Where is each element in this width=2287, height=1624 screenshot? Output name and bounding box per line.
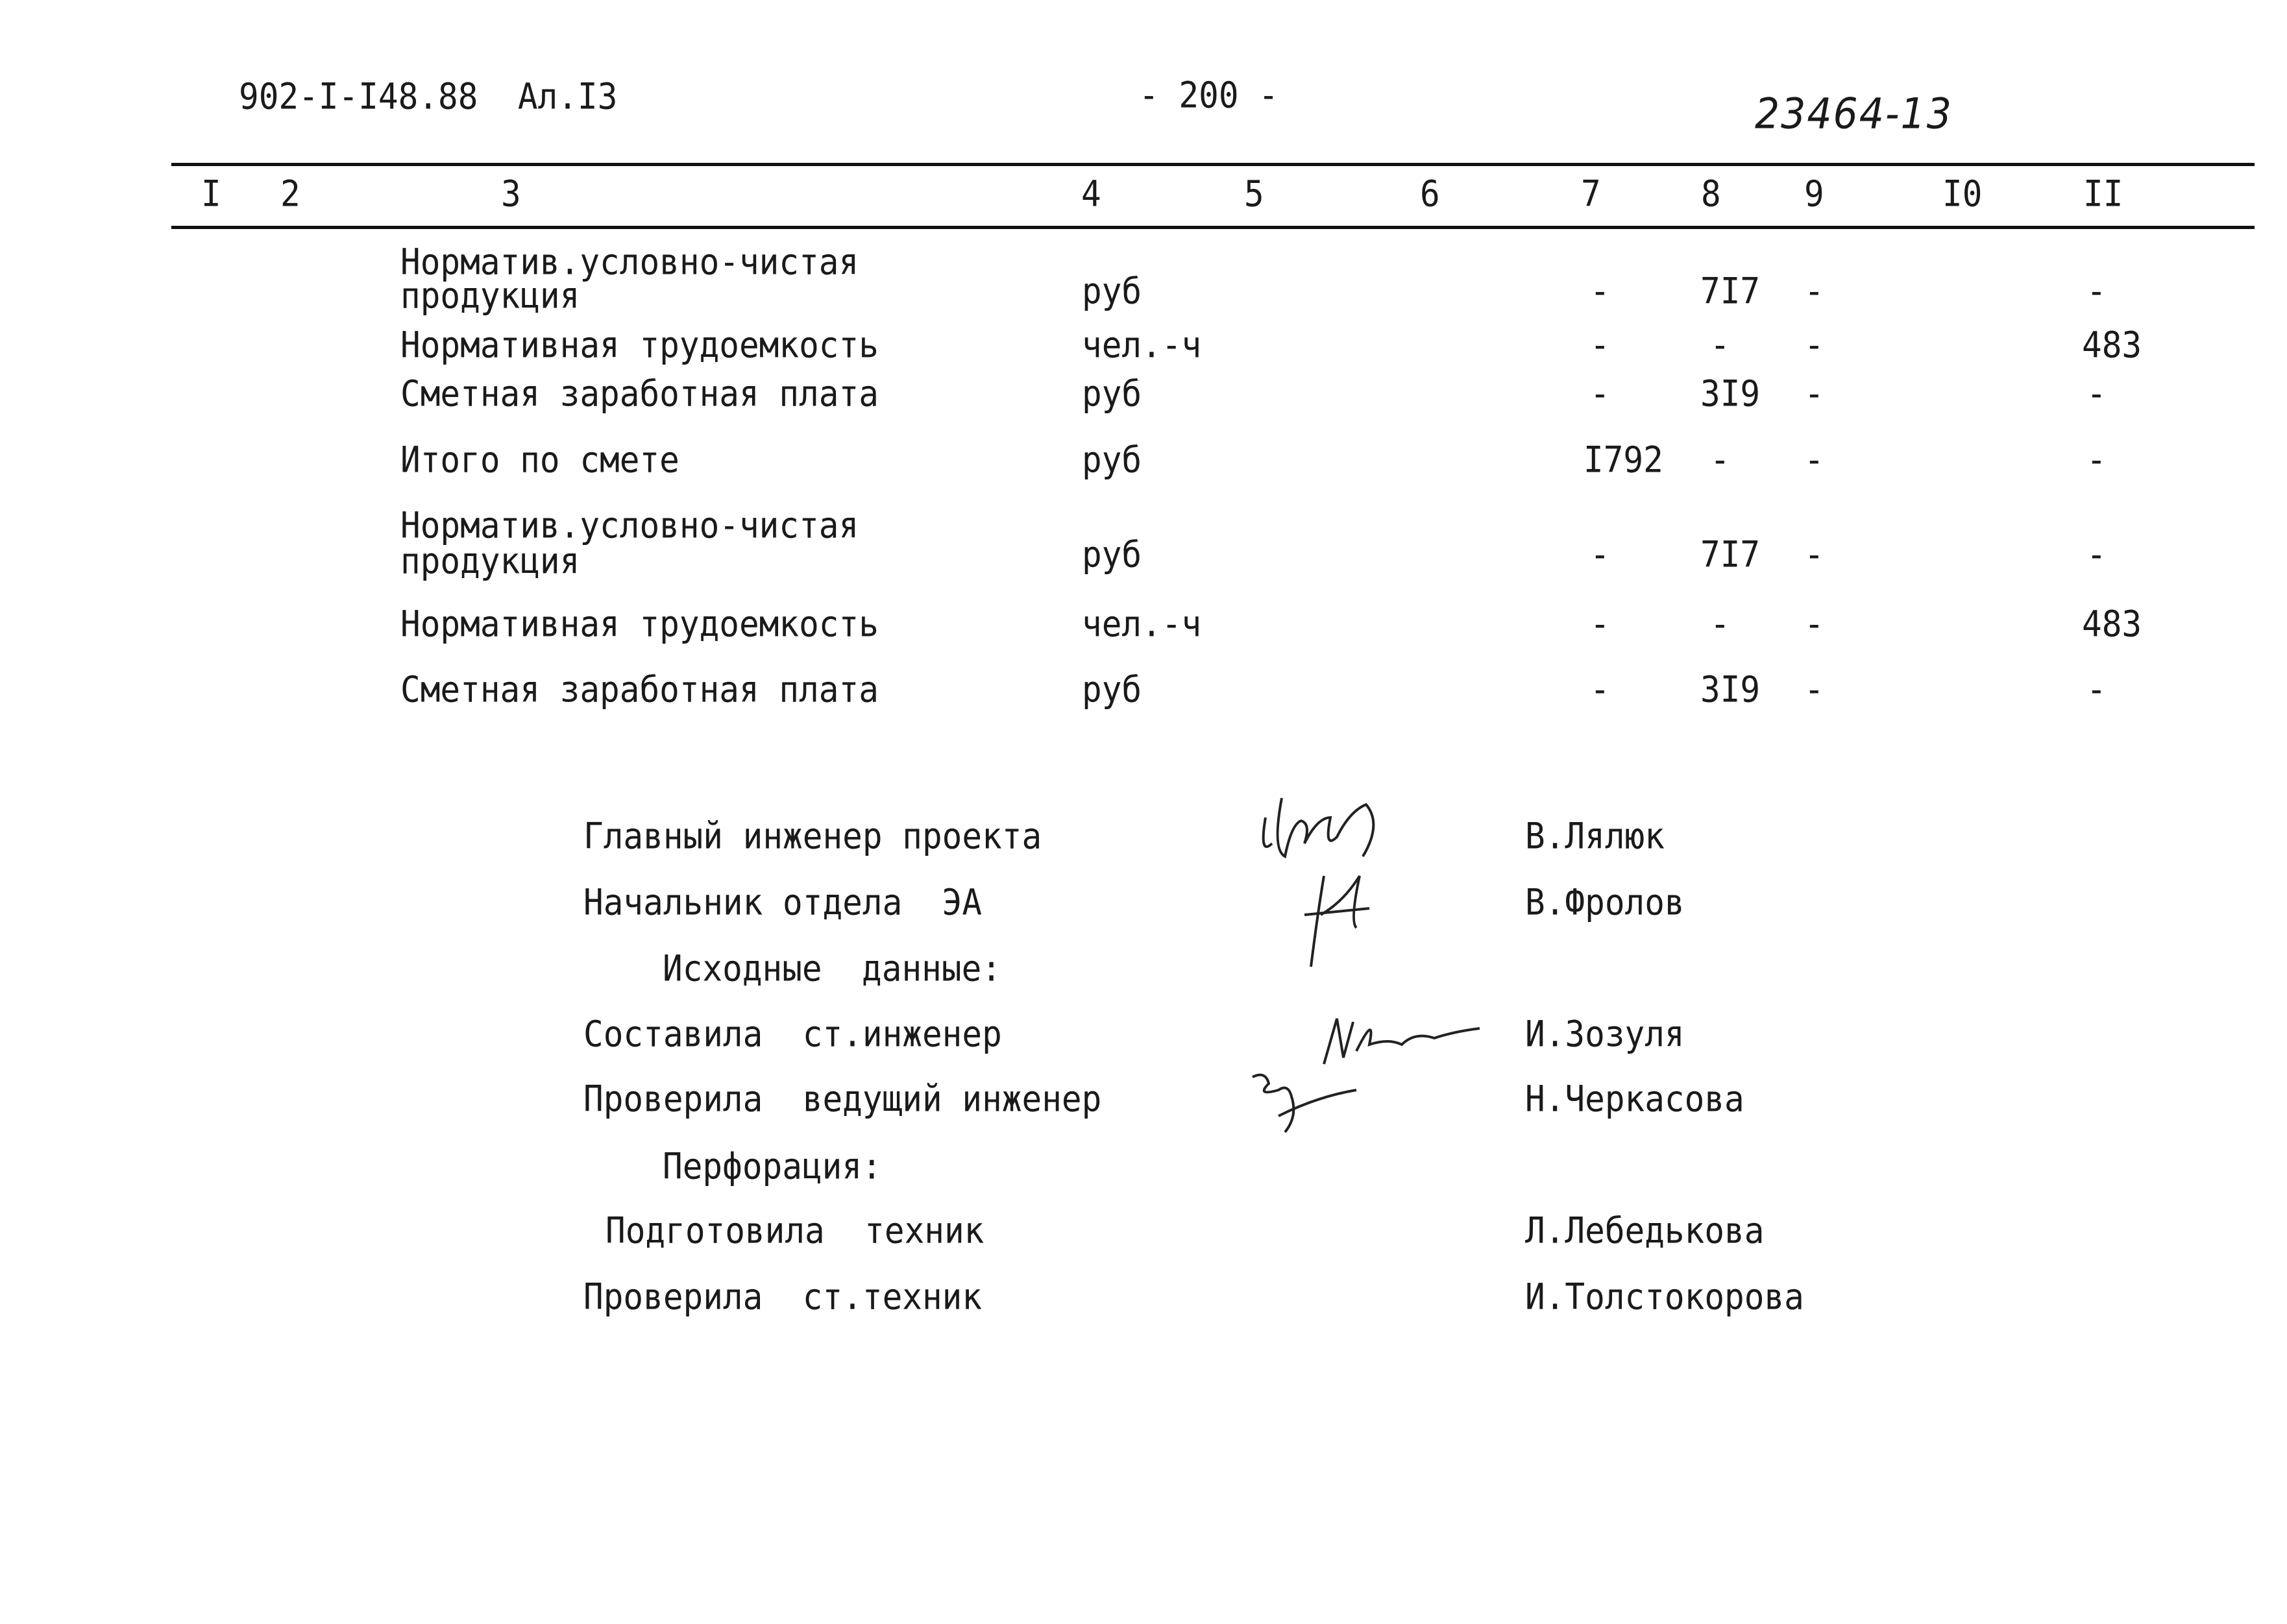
signature-role: Подготовила техник: [605, 1210, 985, 1252]
row-unit: чел.-ч: [1082, 603, 1202, 646]
cell-col-8: -: [1710, 324, 1730, 367]
page-number: - 200 -: [1139, 75, 1278, 117]
column-header-11: II: [2083, 173, 2123, 215]
column-header-2: 2: [280, 173, 300, 215]
row-label: Норматив.условно-чистая: [400, 241, 859, 284]
cell-col-7: -: [1590, 324, 1610, 367]
document-code: 902-I-I48.88 Ал.I3: [239, 76, 618, 118]
cell-col-7: -: [1590, 603, 1610, 646]
signature-role: Перфорация:: [663, 1146, 882, 1188]
column-header-7: 7: [1581, 173, 1601, 215]
signature-name: Н.Черкасова: [1525, 1078, 1744, 1121]
row-unit: руб: [1082, 669, 1142, 711]
sheet-number: Ал.I3: [517, 76, 618, 118]
signature-name: В.Фролов: [1525, 882, 1685, 924]
signature-role: Проверила ведущий инженер: [583, 1078, 1102, 1121]
signature-name: И.Зозуля: [1525, 1013, 1685, 1056]
cell-col-8: 7I7: [1700, 534, 1761, 576]
cell-col-9: -: [1804, 439, 1824, 481]
cell-col-7: -: [1590, 373, 1610, 415]
cell-col-9: -: [1804, 603, 1824, 646]
signature-role: Исходные данные:: [663, 948, 1001, 990]
cell-col-8: 7I7: [1700, 271, 1761, 313]
cell-col-7: -: [1590, 271, 1610, 313]
cell-col-8: 3I9: [1700, 373, 1761, 415]
cell-col-9: -: [1804, 373, 1824, 415]
cell-col-9: -: [1804, 669, 1824, 711]
signature-role: Главный инженер проекта: [583, 816, 1042, 858]
table-header-rule: [171, 226, 2255, 229]
cell-col-8: -: [1710, 603, 1730, 646]
row-label: Нормативная трудоемкость: [400, 324, 879, 367]
row-label: Итого по смете: [400, 439, 679, 481]
column-header-6: 6: [1420, 173, 1440, 215]
cell-col-11: -: [2086, 271, 2107, 313]
cell-col-11: 483: [2082, 324, 2142, 367]
row-label: Сметная заработная плата: [400, 669, 879, 711]
column-header-5: 5: [1244, 173, 1264, 215]
signature-role: Составила ст.инженер: [583, 1013, 1002, 1056]
row-label: Нормативная трудоемкость: [400, 603, 879, 646]
row-label: продукция: [400, 540, 580, 583]
inventory-number: 23464-13: [1755, 90, 1953, 139]
cell-col-7: -: [1590, 534, 1610, 576]
column-header-4: 4: [1081, 173, 1101, 215]
cell-col-9: -: [1804, 271, 1824, 313]
signature-role: Начальник отдела ЭА: [583, 882, 983, 924]
row-unit: руб: [1082, 271, 1142, 313]
signature-name: В.Лялюк: [1525, 816, 1665, 858]
cell-col-11: -: [2086, 534, 2107, 576]
cell-col-11: 483: [2082, 603, 2142, 646]
column-header-1: I: [201, 173, 221, 215]
cell-col-11: -: [2086, 439, 2107, 481]
row-unit: руб: [1082, 373, 1142, 415]
signature-role: Проверила ст.техник: [583, 1276, 983, 1318]
row-label: Сметная заработная плата: [400, 373, 879, 415]
row-label: Норматив.условно-чистая: [400, 505, 859, 547]
cell-col-8: -: [1710, 439, 1730, 481]
cell-col-11: -: [2086, 373, 2107, 415]
row-unit: руб: [1082, 439, 1142, 481]
cell-col-7: I792: [1584, 439, 1663, 481]
row-unit: чел.-ч: [1082, 324, 1202, 367]
signature-name: И.Толстокорова: [1525, 1276, 1804, 1318]
column-header-8: 8: [1701, 173, 1721, 215]
handwritten-signature-lyalyuk-frolov: [1253, 785, 1454, 980]
column-header-9: 9: [1804, 173, 1824, 215]
cell-col-11: -: [2086, 669, 2107, 711]
signature-name: Л.Лебедькова: [1525, 1210, 1765, 1252]
cell-col-7: -: [1590, 669, 1610, 711]
cell-col-8: 3I9: [1700, 669, 1761, 711]
handwritten-signature-zozulya-cherkasova: [1240, 1006, 1486, 1148]
row-unit: руб: [1082, 534, 1142, 576]
column-header-3: 3: [501, 173, 521, 215]
row-label: продукция: [400, 275, 580, 317]
cell-col-9: -: [1804, 534, 1824, 576]
cell-col-9: -: [1804, 324, 1824, 367]
column-header-10: I0: [1942, 173, 1983, 215]
table-top-rule: [171, 163, 2255, 166]
